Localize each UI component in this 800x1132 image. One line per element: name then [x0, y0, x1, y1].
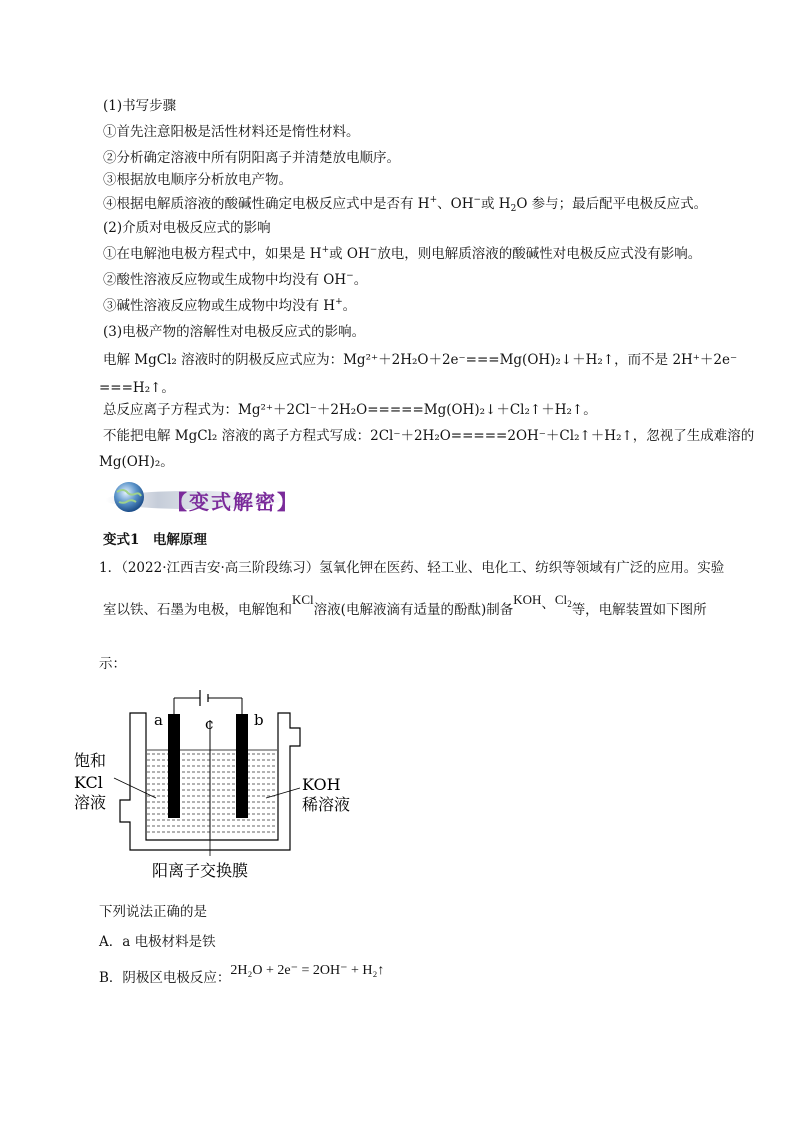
text-line: (1)书写步骤 — [103, 98, 177, 114]
question-prompt: 下列说法正确的是 — [99, 904, 207, 920]
question-line: 示： — [99, 656, 126, 672]
label-a: a — [154, 711, 163, 729]
label-b: b — [254, 711, 264, 729]
left-label: 溶液 — [74, 793, 107, 812]
question-line: 室以铁、石墨为电极，电解饱和KCl溶液(电解液滴有适量的酚酞)制备KOH、$Cl_2$等，电解装置如下图所 — [103, 592, 707, 618]
text-line: ③碱性溶液反应物或生成物中均没有 H+。 — [103, 297, 357, 314]
option-a: A．a 电极材料是铁 — [99, 934, 216, 950]
text-line: (3)电极产物的溶解性对电极反应式的影响。 — [103, 324, 366, 340]
electrode-a — [168, 714, 180, 818]
solution — [147, 754, 277, 832]
banner-title: 【变式解密】 — [167, 490, 299, 514]
text-line: ②酸性溶液反应物或生成物中均没有 OH−。 — [103, 271, 368, 288]
text-line: Mg(OH)₂。 — [99, 454, 174, 470]
text-line: ③根据放电顺序分析放电产物。 — [103, 172, 292, 188]
right-label: 稀溶液 — [302, 795, 351, 814]
section-title: 变式1 电解原理 — [103, 532, 207, 548]
text-line: ===H₂↑。 — [99, 380, 175, 396]
label-c: c — [205, 715, 214, 733]
text-line: ①在电解池电极方程式中，如果是 H+或 OH−放电，则电解质溶液的酸碱性对电极反应式没有影响。 — [103, 245, 702, 262]
right-label: KOH — [302, 775, 341, 794]
text-line: 总反应离子方程式为：Mg²⁺＋2Cl⁻＋2H₂O=====Mg(OH)₂↓＋Cl₂↑＋H₂↑。 — [103, 402, 597, 418]
bottom-label: 阳离子交换膜 — [152, 861, 249, 880]
left-label: KCl — [74, 773, 103, 792]
electrode-b — [236, 714, 248, 818]
left-label: 饱和 — [74, 751, 107, 770]
question-line: 1．（2022·江西吉安·高三阶段练习）氢氧化钾在医药、轻工业、电化工、纺织等领域有广泛的应用。实验 — [99, 560, 725, 576]
text-line: 不能把电解 MgCl₂ 溶液的离子方程式写成：2Cl⁻＋2H₂O=====2OH⁻＋Cl₂↑＋H₂↑，忽视了生成难溶的 — [103, 428, 755, 444]
option-b: B．阴极区电极反应：2H₂O + 2e⁻ = 2OH⁻ + H₂↑ — [99, 963, 385, 986]
electrolysis-diagram — [70, 670, 370, 885]
text-line: (2)介质对电极反应式的影响 — [103, 220, 271, 236]
text-line: ①首先注意阳极是活性材料还是惰性材料。 — [103, 124, 360, 140]
text-line: ④根据电解质溶液的酸碱性确定电极反应式中是否有 H+、OH−或 $H_2O$ 参与；最后配平电极反应式。 — [103, 195, 708, 214]
text-line: 电解 MgCl₂ 溶液时的阴极反应式应为：Mg²⁺＋2H₂O＋2e⁻===Mg(OH)₂↓＋H₂↑，而不是 2H⁺＋2e⁻ — [103, 352, 738, 368]
text-line: ②分析确定溶液中所有阴阳离子并清楚放电顺序。 — [103, 150, 400, 166]
